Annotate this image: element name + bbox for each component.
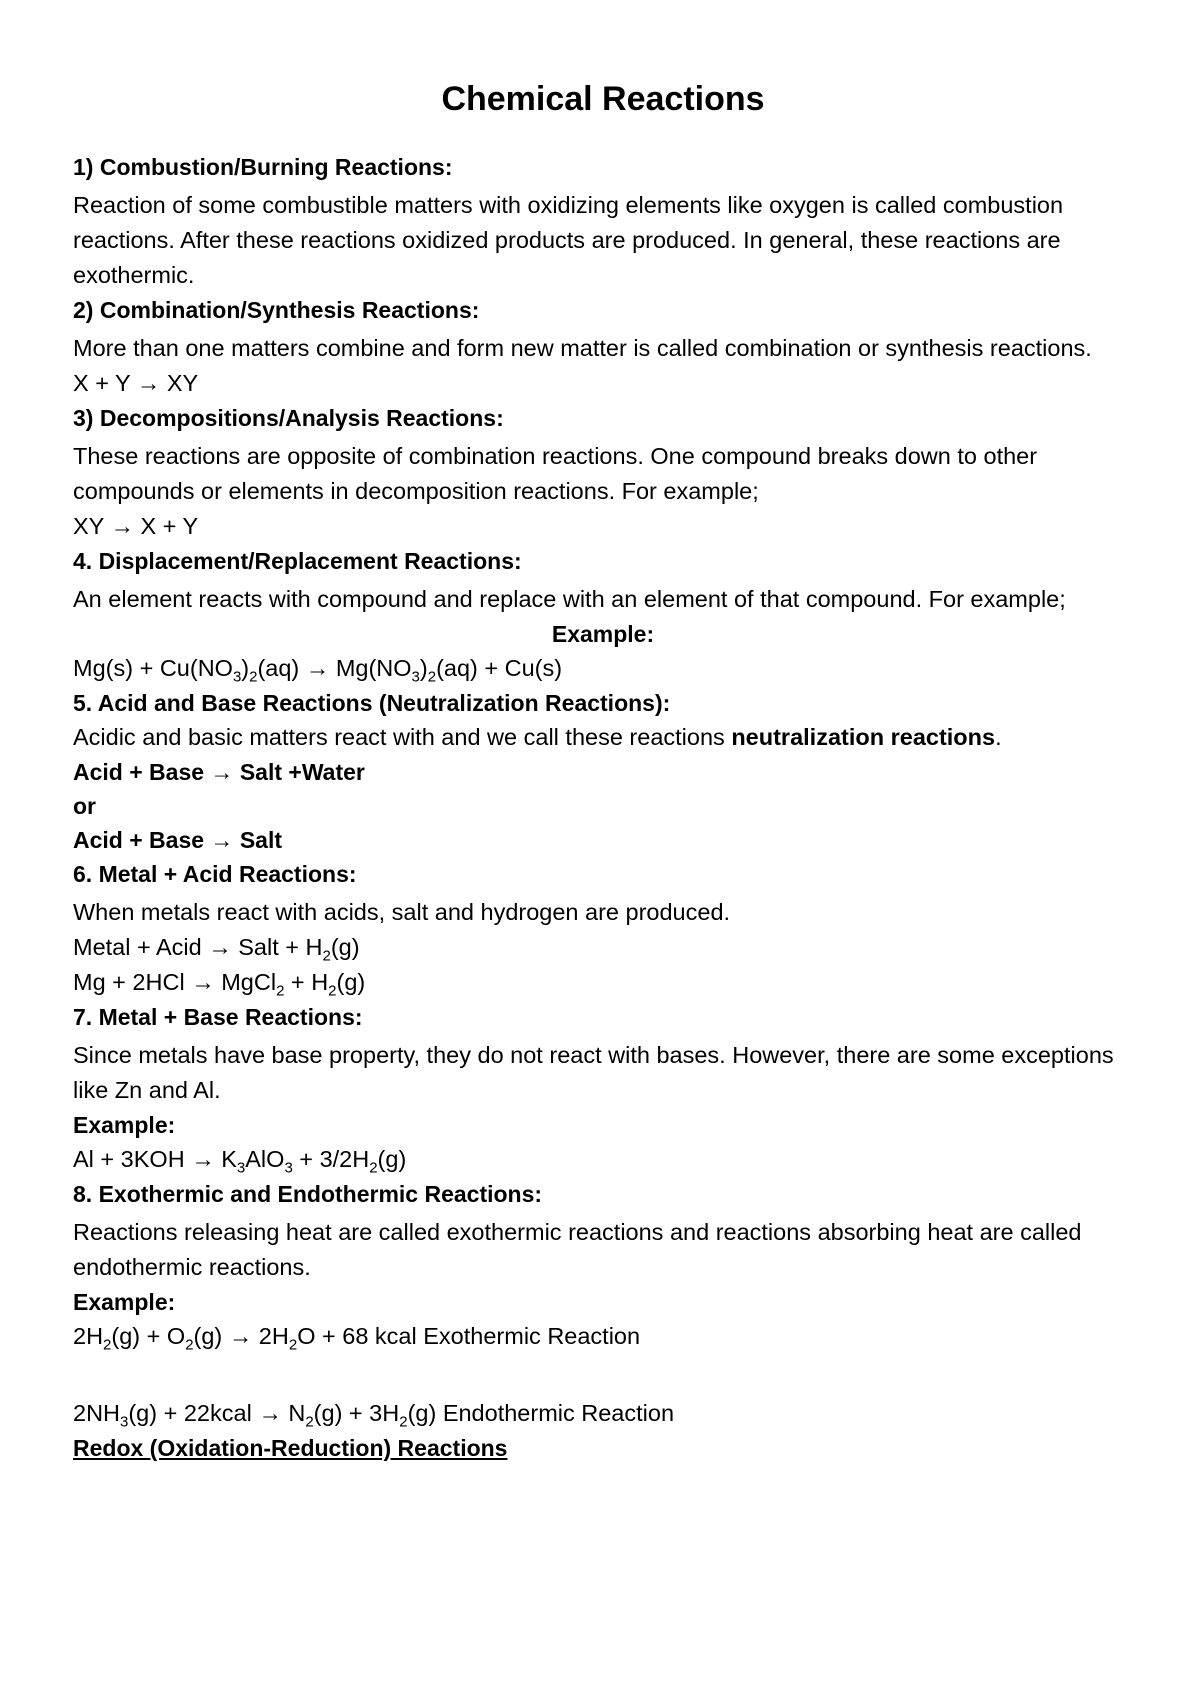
section-2-heading: 2) Combination/Synthesis Reactions:: [73, 297, 480, 323]
section-7-heading: 7. Metal + Base Reactions:: [73, 1004, 363, 1030]
section-4-equation: $Mg(s) + Cu(NO_3)_2(aq) \to Mg(NO_3)_2(aq) + Cu(s)$: [73, 655, 563, 686]
section-5-formula-2: Acid + Base → Salt: [73, 827, 282, 853]
section-5-body: Acidic and basic matters react with and we call these reactions neutralization reactions.: [73, 724, 1002, 750]
document-page: [73, 70, 1133, 1465]
section-5-or: or: [73, 793, 96, 819]
section-8-body: Reactions releasing heat are called exothermic reactions and reactions absorbing heat are called endothermic reactions.: [73, 1219, 1082, 1280]
section-8-equation-exothermic: $2H_2(g) + O_2(g) \to 2H_2O + 68$ kcal Exothermic Reaction: [73, 1323, 641, 1354]
section-1-heading: 1) Combustion/Burning Reactions:: [73, 154, 453, 180]
section-5-heading: 5. Acid and Base Reactions (Neutralization Reactions):: [73, 690, 671, 716]
section-5-formula-1: Acid + Base → Salt +Water: [73, 759, 365, 785]
section-2-equation: X + Y → XY: [73, 370, 199, 396]
section-6-heading: 6. Metal + Acid Reactions:: [73, 861, 357, 887]
section-4-example-label: Example:: [551, 621, 655, 647]
blank-line: [73, 1354, 1133, 1396]
section-6-equation-1: Metal + Acid → Salt + $H_2(g)$: [73, 934, 360, 965]
section-4-heading: 4. Displacement/Replacement Reactions:: [73, 548, 522, 574]
section-4-body: An element reacts with compound and replace with an element of that compound. For example;: [73, 586, 1066, 612]
section-6-body: When metals react with acids, salt and hydrogen are produced.: [73, 899, 731, 925]
section-8-example-label: Example:: [73, 1289, 176, 1315]
section-6-equation-2: Mg + 2HCl → MgCl$_2$ + $H_2(g)$: [73, 969, 366, 1000]
section-7-body: Since metals have base property, they do not react with bases. However, there are some exceptions like Zn and Al.: [73, 1042, 1114, 1103]
section-3-body: These reactions are opposite of combination reactions. One compound breaks down to other compounds or elements in decomposition reactions. For example;: [73, 443, 1038, 504]
section-3-equation: XY → X + Y: [73, 513, 199, 539]
redox-heading: Redox (Oxidation-Reduction) Reactions: [73, 1435, 508, 1461]
section-8-heading: 8. Exothermic and Endothermic Reactions:: [73, 1181, 543, 1207]
section-2-body: More than one matters combine and form new matter is called combination or synthesis reactions.: [73, 335, 1092, 361]
section-8-equation-endothermic: $2NH_3(g)$ + 22kcal → $N_2(g) + 3H_2(g)$ Endothermic Reaction: [73, 1400, 675, 1431]
section-7-example-label: Example:: [73, 1112, 176, 1138]
document-title: Chemical Reactions: [441, 80, 765, 118]
section-3-heading: 3) Decompositions/Analysis Reactions:: [73, 405, 504, 431]
section-7-equation: $Al + 3KOH \to K_3AlO_3 + 3/2H_2(g)$: [73, 1146, 407, 1177]
section-1-body: Reaction of some combustible matters with oxidizing elements like oxygen is called combustion reactions. After these reactions oxidized products are produced. In general, these reactions are exothermic.: [73, 192, 1064, 288]
